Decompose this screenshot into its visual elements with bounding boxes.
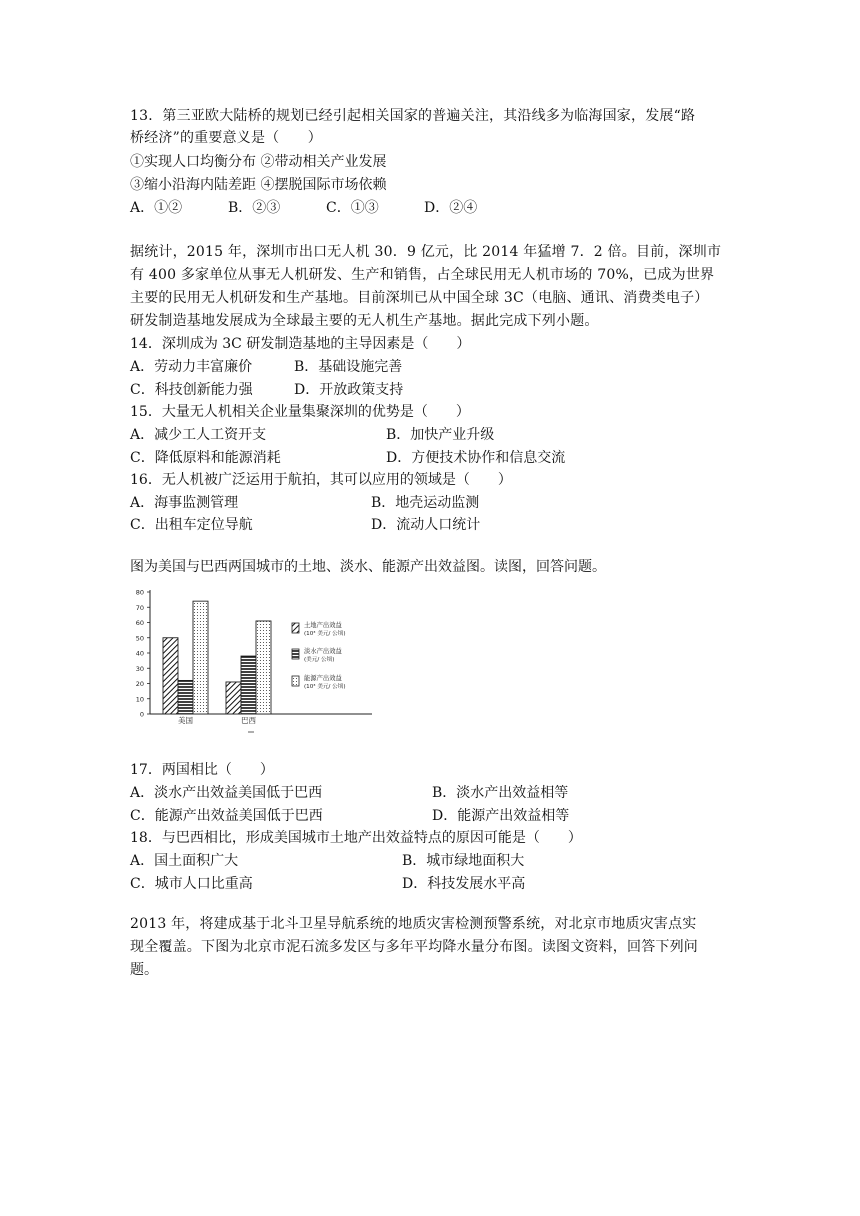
x-category-label: 巴西 (241, 716, 256, 725)
y-tick-label: 20 (135, 680, 144, 688)
q18-option-a[interactable]: A．国土面积广大 (130, 853, 239, 869)
y-tick-label: 50 (135, 634, 144, 643)
bar-horizontal-0 (178, 680, 193, 714)
q16-option-a[interactable]: A．海事监测管理 (130, 495, 239, 511)
q13-stem-line2: 桥经济”的重要意义是（ ） (130, 130, 322, 146)
q15-options-row2 (130, 447, 730, 469)
legend-series-name: 能源产出效益 (304, 675, 342, 682)
q15-option-c[interactable]: C．降低原料和能源消耗 (130, 450, 281, 466)
y-tick-label: 40 (135, 649, 144, 658)
y-tick-label: 60 (135, 619, 144, 627)
drone-passage-line1: 据统计，2015 年，深圳市出口无人机 30．9 亿元，比 2014 年猛增 7．2 倍。目前，深圳市 (130, 244, 722, 260)
legend-series-name: 淡水产出效益 (304, 648, 342, 655)
q13-items-line1: ①实现人口均衡分布 ②带动相关产业发展 (130, 154, 387, 170)
q13-option-b[interactable]: B．②③ (228, 200, 281, 216)
q14-options-row2 (130, 379, 730, 401)
q16-options-row2 (130, 514, 730, 536)
q17-option-d[interactable]: D．能源产出效益相等 (432, 808, 570, 824)
drone-passage-line4: 研发制造基地发展成为全球最主要的无人机生产基地。据此完成下列小题。 (130, 313, 599, 329)
q16-option-b[interactable]: B．地壳运动监测 (371, 495, 480, 511)
y-tick-label: 80 (135, 588, 144, 597)
q14-option-a[interactable]: A．劳动力丰富廉价 (130, 359, 253, 375)
q13-option-d[interactable]: D．②④ (424, 200, 478, 216)
y-tick-label: 10 (135, 695, 144, 704)
q18-option-c[interactable]: C．城市人口比重高 (130, 876, 253, 892)
y-tick-label: 70 (135, 603, 144, 612)
drone-passage-line2: 有 400 多家单位从事无人机研发、生产和销售，占全球民用无人机市场的 70%，已成为世界 (130, 267, 715, 283)
q14-stem: 14．深圳成为 3C 研发制造基地的主导因素是（ ） (130, 336, 471, 352)
beijing-passage-line2: 现全覆盖。下图为北京市泥石流多发区与多年平均降水量分布图。读图文资料，回答下列问 (130, 939, 698, 955)
q14-option-b[interactable]: B．基础设施完善 (294, 359, 403, 375)
bar-horizontal-1 (241, 656, 256, 714)
legend-series-unit: (美元/ 公顷) (304, 657, 335, 663)
legend-series-unit: (10³ 美元/ 公顷) (304, 631, 346, 637)
q18-options-row2 (130, 873, 730, 895)
q16-stem: 16．无人机被广泛运用于航拍，其可以应用的领域是（ ） (130, 472, 512, 488)
q16-option-d[interactable]: D．流动人口统计 (371, 517, 481, 533)
q18-option-d[interactable]: D．科技发展水平高 (402, 876, 526, 892)
q18-option-b[interactable]: B．城市绿地面积大 (402, 853, 525, 869)
q15-option-b[interactable]: B．加快产业升级 (386, 427, 495, 443)
q17-option-a[interactable]: A．淡水产出效益美国低于巴西 (130, 785, 323, 801)
bar-dots-0 (193, 601, 208, 714)
q17-stem: 17．两国相比（ ） (130, 762, 274, 778)
bar-diagonal-1 (226, 682, 241, 714)
q13-options (130, 197, 730, 219)
q13-option-a[interactable]: A．①② (130, 200, 183, 216)
beijing-passage-line1: 2013 年，将建成基于北斗卫星导航系统的地质灾害检测预警系统，对北京市地质灾害点实 (130, 916, 697, 932)
q14-option-c[interactable]: C．科技创新能力强 (130, 382, 253, 398)
legend-series-name: 土地产出效益 (304, 622, 342, 629)
q13-option-c[interactable]: C．①③ (326, 200, 379, 216)
q16-option-c[interactable]: C．出租车定位导航 (130, 517, 253, 533)
bar-dots-1 (256, 621, 271, 714)
x-category-label: 美国 (178, 716, 193, 725)
legend-swatch-horizontal (292, 649, 299, 659)
beijing-passage-line3: 题。 (130, 962, 158, 978)
chart-intro: 图为美国与巴西两国城市的土地、淡水、能源产出效益图。读图，回答问题。 (130, 559, 606, 575)
q15-option-d[interactable]: D．方便技术协作和信息交流 (386, 450, 566, 466)
q15-stem: 15．大量无人机相关企业量集聚深圳的优势是（ ） (130, 404, 470, 420)
bar-chart-svg (130, 584, 380, 734)
legend-swatch-diagonal (292, 623, 299, 633)
q17-option-c[interactable]: C．能源产出效益美国低于巴西 (130, 808, 323, 824)
q15-options-row1 (130, 424, 730, 446)
q17-options-row2 (130, 805, 730, 827)
q17-option-b[interactable]: B．淡水产出效益相等 (432, 785, 569, 801)
q18-stem: 18．与巴西相比，形成美国城市土地产出效益特点的原因可能是（ ） (130, 830, 582, 846)
q16-options-row1 (130, 492, 730, 514)
y-tick-label: 0 (139, 710, 144, 719)
q18-options-row1 (130, 850, 730, 872)
chart-bars (163, 601, 271, 732)
legend-swatch-dots (292, 676, 299, 686)
y-tick-label: 30 (135, 664, 144, 673)
drone-passage-line3: 主要的民用无人机研发和生产基地。目前深圳已从中国全球 3C（电脑、通讯、消费类电子） (130, 290, 709, 306)
bar-diagonal-0 (163, 638, 178, 714)
q15-option-a[interactable]: A．减少工人工资开支 (130, 427, 267, 443)
q14-options-row1 (130, 356, 730, 378)
q13-stem-line1: 13．第三亚欧大陆桥的规划已经引起相关国家的普遍关注，其沿线多为临海国家，发展“路 (130, 108, 696, 124)
q13-items-line2: ③缩小沿海内陆差距 ④摆脱国际市场依赖 (130, 177, 387, 193)
q17-options-row1 (130, 782, 730, 804)
output-benefit-chart (130, 584, 380, 734)
chart-legend (292, 620, 346, 690)
legend-series-unit: (10³ 美元/ 公顷) (304, 684, 346, 690)
q14-option-d[interactable]: D．开放政策支持 (294, 382, 404, 398)
